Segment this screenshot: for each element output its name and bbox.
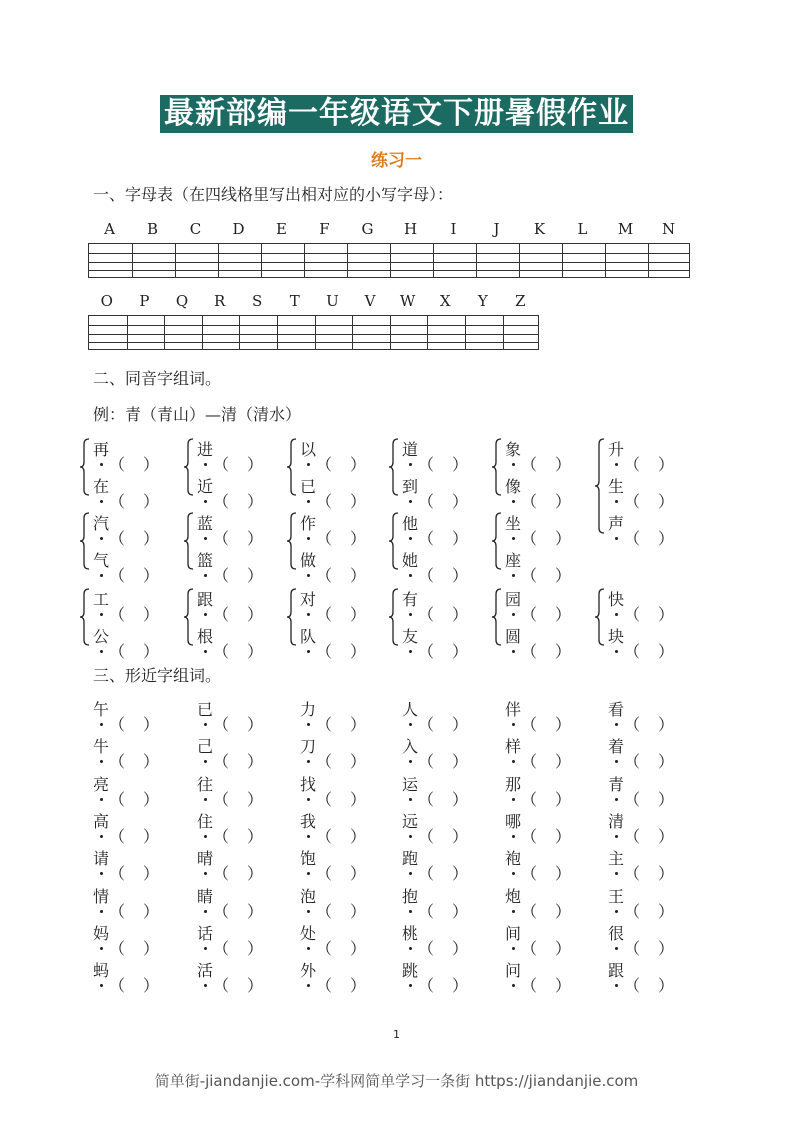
similar-char-item — [300, 849, 360, 869]
alphabet-letter: O — [100, 292, 113, 310]
homophone-item — [197, 590, 257, 610]
similar-char-item — [402, 924, 462, 944]
grid-divider — [390, 316, 391, 349]
alphabet-letter: G — [361, 220, 374, 238]
character: 泡 — [300, 886, 317, 906]
character: 蚂 — [93, 961, 110, 981]
grid-divider — [519, 244, 520, 277]
alphabet-letter: M — [617, 220, 634, 238]
grid-divider — [175, 244, 176, 277]
character: 声 — [608, 514, 625, 533]
character: 坐 — [505, 514, 522, 533]
homophone-item — [300, 514, 360, 534]
character: 样 — [505, 737, 522, 757]
four-line-grid-2[interactable] — [88, 315, 539, 350]
similar-char-item — [197, 924, 257, 944]
similar-char-item — [300, 924, 360, 944]
character: 已 — [197, 700, 214, 719]
character: 间 — [505, 923, 522, 943]
grid-line — [89, 334, 538, 335]
similar-char-item — [197, 887, 257, 907]
similar-char-item — [505, 700, 565, 720]
grid-divider — [347, 244, 348, 277]
alphabet-letter: B — [146, 220, 159, 238]
alphabet-letter: X — [439, 292, 451, 310]
character: 情 — [93, 886, 110, 906]
homophone-item — [505, 627, 565, 647]
character: 跑 — [402, 849, 419, 869]
character: 对 — [300, 590, 317, 609]
similar-char-item — [505, 849, 565, 869]
similar-char-item — [402, 812, 462, 832]
alphabet-letter: L — [577, 220, 588, 238]
homophone-item — [608, 477, 668, 497]
homophone-item — [93, 551, 153, 571]
grid-divider — [433, 244, 434, 277]
alphabet-letter: P — [139, 292, 150, 310]
homophone-item — [402, 627, 462, 647]
character: 伴 — [505, 700, 522, 719]
alphabet-letter: A — [104, 220, 115, 238]
character: 己 — [197, 737, 214, 757]
brace-icon — [286, 588, 298, 646]
similar-char-item — [93, 700, 153, 720]
homophone-item — [93, 477, 153, 497]
character: 牛 — [93, 737, 110, 757]
similar-char-item — [300, 887, 360, 907]
similar-char-item — [608, 961, 668, 981]
character: 园 — [505, 590, 522, 609]
similar-char-item — [300, 961, 360, 981]
character: 再 — [93, 440, 110, 459]
page-number: 1 — [393, 1028, 400, 1041]
character: 篮 — [197, 551, 214, 570]
alphabet-letter: I — [450, 220, 457, 238]
alphabet-letter: H — [403, 220, 418, 238]
character: 汽 — [93, 514, 110, 533]
character: 外 — [300, 961, 317, 981]
character: 那 — [505, 774, 522, 794]
homophone-item — [505, 514, 565, 534]
character: 到 — [402, 477, 419, 496]
character: 青 — [608, 774, 625, 794]
similar-char-item — [93, 812, 153, 832]
four-line-grid-1[interactable] — [88, 243, 690, 278]
homophone-item — [402, 551, 462, 571]
grid-divider — [239, 316, 240, 349]
character: 看 — [608, 700, 625, 719]
similar-char-item — [197, 737, 257, 757]
character: 气 — [93, 551, 110, 570]
grid-divider — [503, 316, 504, 349]
grid-divider — [164, 316, 165, 349]
grid-divider — [562, 244, 563, 277]
character: 队 — [300, 627, 317, 646]
similar-char-item — [505, 812, 565, 832]
similar-char-item — [608, 887, 668, 907]
brace-icon — [286, 512, 298, 570]
character: 袍 — [505, 849, 522, 869]
alphabet-letter: D — [232, 220, 245, 238]
title-wrap — [0, 95, 793, 133]
character: 已 — [300, 477, 317, 496]
grid-divider — [202, 316, 203, 349]
alphabet-letter: S — [252, 292, 263, 310]
alphabet-letter: E — [276, 220, 287, 238]
character: 活 — [197, 961, 214, 981]
character: 圆 — [505, 627, 522, 646]
grid-divider — [390, 244, 391, 277]
similar-char-item — [197, 775, 257, 795]
similar-char-item — [93, 737, 153, 757]
similar-char-item — [608, 849, 668, 869]
homophone-item — [197, 514, 257, 534]
grid-divider — [476, 244, 477, 277]
grid-divider — [261, 244, 262, 277]
similar-char-item — [93, 961, 153, 981]
alphabet-letter: W — [399, 292, 416, 310]
homophone-item — [402, 477, 462, 497]
homophone-item — [93, 514, 153, 534]
similar-char-item — [93, 924, 153, 944]
alphabet-letter: C — [189, 220, 202, 238]
brace-icon — [183, 438, 195, 496]
character: 妈 — [93, 923, 110, 943]
homophone-item — [402, 440, 462, 460]
alphabet-letter: J — [493, 220, 500, 238]
alphabet-letter: N — [661, 220, 676, 238]
similar-char-item — [197, 700, 257, 720]
character: 哪 — [505, 811, 522, 831]
character: 友 — [402, 627, 419, 646]
character: 近 — [197, 477, 214, 496]
similar-char-item — [505, 961, 565, 981]
brace-icon — [388, 588, 400, 646]
grid-divider — [304, 244, 305, 277]
brace-icon — [491, 588, 503, 646]
grid-divider — [315, 316, 316, 349]
homophone-item — [93, 627, 153, 647]
similar-char-item — [505, 737, 565, 757]
brace-icon — [79, 438, 91, 496]
grid-line — [89, 342, 538, 343]
character: 入 — [402, 737, 419, 757]
similar-char-item — [505, 924, 565, 944]
character: 有 — [402, 590, 419, 609]
grid-divider — [427, 316, 428, 349]
character: 清 — [608, 811, 625, 831]
similar-char-item — [300, 737, 360, 757]
brace-icon — [388, 512, 400, 570]
grid-divider — [605, 244, 606, 277]
brace-icon — [594, 588, 606, 646]
similar-char-item — [402, 887, 462, 907]
alphabet-letter: U — [326, 292, 339, 310]
similar-char-item — [402, 737, 462, 757]
character: 她 — [402, 551, 419, 570]
similar-char-item — [402, 961, 462, 981]
homophone-item — [608, 590, 668, 610]
grid-divider — [352, 316, 353, 349]
similar-char-item — [402, 700, 462, 720]
homophone-item — [402, 514, 462, 534]
homophone-item — [197, 551, 257, 571]
character: 睛 — [197, 886, 214, 906]
character: 以 — [300, 440, 317, 459]
alphabet-letter: F — [319, 220, 330, 238]
character: 像 — [505, 477, 522, 496]
similar-char-item — [197, 849, 257, 869]
grid-divider — [127, 316, 128, 349]
similar-char-item — [505, 775, 565, 795]
brace-icon — [79, 588, 91, 646]
character: 根 — [197, 627, 214, 646]
section1-heading: 一、字母表（在四线格里写出相对应的小写字母）： — [93, 185, 454, 204]
character: 力 — [300, 700, 317, 719]
homophone-item — [505, 551, 565, 571]
similar-char-item — [402, 849, 462, 869]
similar-char-item — [402, 775, 462, 795]
homophone-item — [93, 440, 153, 460]
alphabet-letter: Y — [477, 292, 488, 310]
brace-icon — [183, 588, 195, 646]
homophone-item — [505, 440, 565, 460]
character: 运 — [402, 774, 419, 794]
similar-char-item — [300, 812, 360, 832]
homophone-item — [608, 627, 668, 647]
similar-char-item — [197, 812, 257, 832]
brace-icon — [491, 438, 503, 496]
homophone-item — [197, 440, 257, 460]
similar-char-item — [505, 887, 565, 907]
character: 跳 — [402, 961, 419, 981]
character: 生 — [608, 477, 625, 496]
alphabet-letter: Z — [515, 292, 526, 310]
character: 座 — [505, 551, 522, 570]
page-title: 最新部编一年级语文下册暑假作业 — [160, 95, 633, 133]
alphabet-letter: Q — [175, 292, 189, 310]
character: 问 — [505, 961, 522, 981]
brace-icon — [491, 512, 503, 570]
brace-icon — [183, 512, 195, 570]
character: 炮 — [505, 886, 522, 906]
character: 象 — [505, 440, 522, 459]
grid-divider — [218, 244, 219, 277]
homophone-item — [608, 440, 668, 460]
alphabet-letter: T — [289, 292, 300, 310]
homophone-item — [93, 590, 153, 610]
character: 蓝 — [197, 514, 214, 533]
character: 很 — [608, 923, 625, 943]
section2-heading: 二、同音字组词。 — [93, 369, 222, 388]
character: 饱 — [300, 849, 317, 869]
subtitle: 练习一 — [371, 151, 422, 171]
homophone-item — [402, 590, 462, 610]
alphabet-letter: K — [533, 220, 546, 238]
brace-icon — [388, 438, 400, 496]
character: 往 — [197, 774, 214, 794]
character: 主 — [608, 849, 625, 869]
similar-char-item — [608, 924, 668, 944]
brace-icon — [79, 512, 91, 570]
character: 道 — [402, 440, 419, 459]
homophone-item — [300, 477, 360, 497]
grid-divider — [648, 244, 649, 277]
character: 午 — [93, 700, 110, 719]
homophone-item — [300, 551, 360, 571]
grid-divider — [132, 244, 133, 277]
similar-char-item — [608, 775, 668, 795]
brace-icon — [594, 438, 606, 534]
character: 话 — [197, 923, 214, 943]
similar-char-item — [93, 849, 153, 869]
character: 块 — [608, 627, 625, 646]
homophone-item — [608, 514, 668, 534]
character: 抱 — [402, 886, 419, 906]
section2-example: 例：青（青山）—清（清水） — [93, 405, 302, 424]
similar-char-item — [608, 737, 668, 757]
character: 请 — [93, 849, 110, 869]
homophone-item — [300, 440, 360, 460]
alphabet-letter: V — [364, 292, 376, 310]
character: 跟 — [608, 961, 625, 981]
similar-char-item — [93, 887, 153, 907]
character: 高 — [93, 811, 110, 831]
character: 快 — [608, 590, 625, 609]
grid-line — [89, 270, 689, 271]
similar-char-item — [300, 775, 360, 795]
homophone-item — [505, 590, 565, 610]
character: 他 — [402, 514, 419, 533]
character: 亮 — [93, 774, 110, 794]
grid-divider — [277, 316, 278, 349]
character: 刀 — [300, 737, 317, 757]
homophone-item — [300, 627, 360, 647]
character: 人 — [402, 700, 419, 719]
grid-divider — [465, 316, 466, 349]
character: 王 — [608, 886, 625, 906]
similar-char-item — [93, 775, 153, 795]
character: 住 — [197, 811, 214, 831]
grid-line — [89, 253, 689, 254]
homophone-item — [300, 590, 360, 610]
character: 在 — [93, 477, 110, 496]
section3-heading: 三、形近字组词。 — [93, 666, 222, 685]
character: 处 — [300, 923, 317, 943]
homophone-item — [505, 477, 565, 497]
brace-icon — [286, 438, 298, 496]
homophone-item — [197, 477, 257, 497]
character: 做 — [300, 551, 317, 570]
character: 公 — [93, 627, 110, 646]
character: 远 — [402, 811, 419, 831]
character: 进 — [197, 440, 214, 459]
character: 找 — [300, 774, 317, 794]
character: 工 — [93, 590, 110, 609]
character: 晴 — [197, 849, 214, 869]
character: 作 — [300, 514, 317, 533]
homophone-item — [197, 627, 257, 647]
character: 跟 — [197, 590, 214, 609]
similar-char-item — [300, 700, 360, 720]
alphabet-letter: R — [213, 292, 226, 310]
similar-char-item — [197, 961, 257, 981]
similar-char-item — [608, 812, 668, 832]
character: 我 — [300, 811, 317, 831]
grid-line — [89, 262, 689, 263]
character: 升 — [608, 440, 625, 459]
footer-text: 简单街-jiandanjie.com-学科网简单学习一条街 https://jiandanjie.com — [154, 1072, 639, 1090]
similar-char-item — [608, 700, 668, 720]
grid-line — [89, 325, 538, 326]
character: 桃 — [402, 923, 419, 943]
character: 着 — [608, 737, 625, 757]
